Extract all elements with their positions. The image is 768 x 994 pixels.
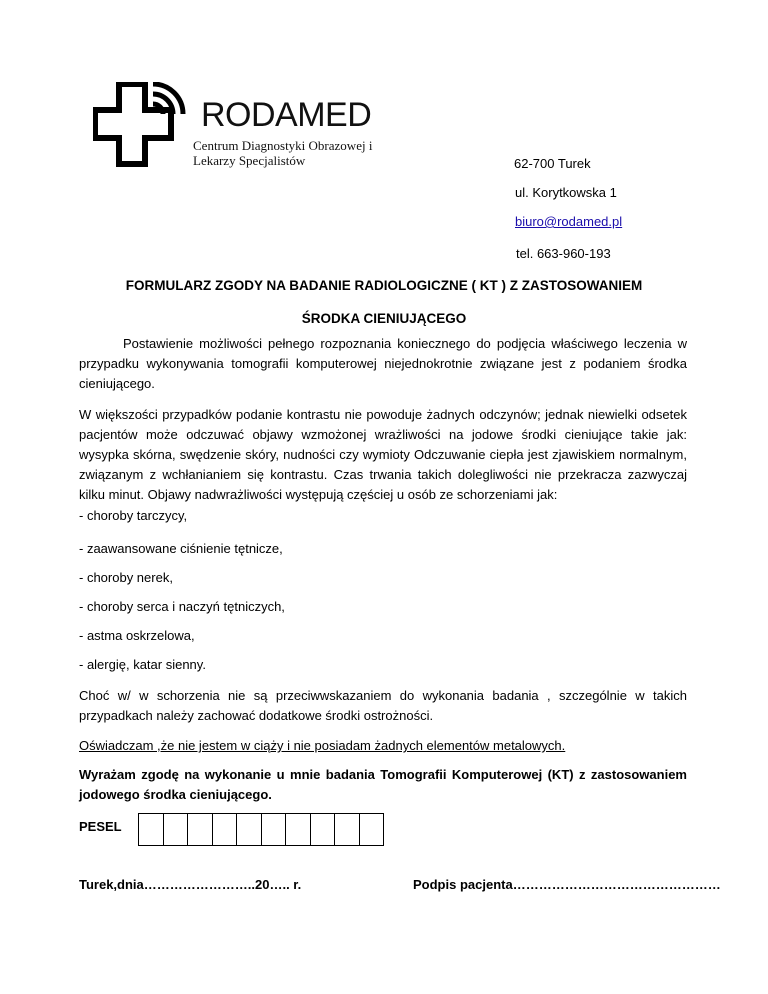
pesel-digit-box[interactable] bbox=[187, 813, 213, 846]
medical-cross-signal-icon bbox=[93, 82, 193, 168]
pesel-digit-box[interactable] bbox=[212, 813, 238, 846]
pesel-digit-box[interactable] bbox=[285, 813, 311, 846]
condition-item: - choroby tarczycy, bbox=[79, 508, 188, 523]
consent-text: Wyrażam zgodę na wykonanie u mnie badania Tomografii Komputerowej (KT) z zastosowaniem jodowego środka cieniującego. bbox=[79, 767, 687, 802]
address-postal: 62-700 Turek bbox=[514, 156, 591, 171]
pesel-digit-box[interactable] bbox=[261, 813, 287, 846]
pesel-digit-box[interactable] bbox=[359, 813, 385, 846]
pesel-digit-box[interactable] bbox=[334, 813, 360, 846]
form-title-line2: ŚRODKA CIENIUJĄCEGO bbox=[301, 311, 467, 326]
pesel-input-boxes[interactable] bbox=[139, 813, 384, 846]
condition-item: - alergię, katar sienny. bbox=[79, 657, 206, 672]
brand-name: RODAMED bbox=[201, 96, 372, 134]
rodamed-logo bbox=[93, 82, 403, 172]
pesel-digit-box[interactable] bbox=[310, 813, 336, 846]
date-field[interactable]: Turek,dnia……………………..20….. r. bbox=[79, 877, 302, 892]
condition-item: - astma oskrzelowa, bbox=[79, 628, 195, 643]
intro-paragraph: Postawienie możliwości pełnego rozpoznania koniecznego do podjęcia właściwego leczenia w przypadku wykonywania tomografii komputerowej niejednokrotnie związane jest z podaniem środka cieniującego. bbox=[79, 336, 687, 391]
address-email[interactable] bbox=[515, 214, 622, 229]
brand-subtitle bbox=[193, 138, 372, 168]
note-paragraph: Choć w/ w schorzenia nie są przeciwwskazaniem do wykonania badania , szczególnie w takich przypadkach należy zachować dodatkowe środki ostrożności. bbox=[79, 688, 687, 723]
condition-item: - choroby nerek, bbox=[79, 570, 173, 585]
pesel-digit-box[interactable] bbox=[138, 813, 164, 846]
pesel-digit-box[interactable] bbox=[163, 813, 189, 846]
form-title-line1: FORMULARZ ZGODY NA BADANIE RADIOLOGICZNE ( KT ) Z ZASTOSOWANIEM bbox=[125, 278, 643, 293]
address-phone: tel. 663-960-193 bbox=[516, 246, 611, 261]
pesel-label: PESEL bbox=[79, 819, 122, 834]
condition-item: - choroby serca i naczyń tętniczych, bbox=[79, 599, 285, 614]
brand-subtitle-line1: Centrum Diagnostyki Obrazowej i bbox=[193, 138, 373, 153]
brand-subtitle-line2: Lekarzy Specjalistów bbox=[193, 153, 306, 168]
risks-paragraph: W większości przypadków podanie kontrastu nie powoduje żadnych odczynów; jednak niewielki odsetek pacjentów może odczuwać objawy wzmożonej wrażliwości na jodowe środki cieniujące takie jak: wysypka skórna, swędzenie skóry, nudności czy wymioty Odczuwanie ciepła jest zjawiskiem normalnym, związanym z wchłanianiem się kontrastu. Czas trwania takich dolegliwości nie przekracza zazwyczaj kilku minut. Objawy nadwrażliwości występują częściej u osób ze schorzeniami jak: bbox=[79, 407, 687, 502]
email-link[interactable]: biuro@rodamed.pl bbox=[515, 214, 623, 229]
declaration-text: Oświadczam ,że nie jestem w ciąży i nie posiadam żadnych elementów metalowych. bbox=[79, 738, 566, 753]
address-street: ul. Korytkowska 1 bbox=[515, 185, 617, 200]
signature-field[interactable]: Podpis pacjenta………………………………………… bbox=[413, 877, 721, 892]
pesel-digit-box[interactable] bbox=[236, 813, 262, 846]
condition-item: - zaawansowane ciśnienie tętnicze, bbox=[79, 541, 283, 556]
